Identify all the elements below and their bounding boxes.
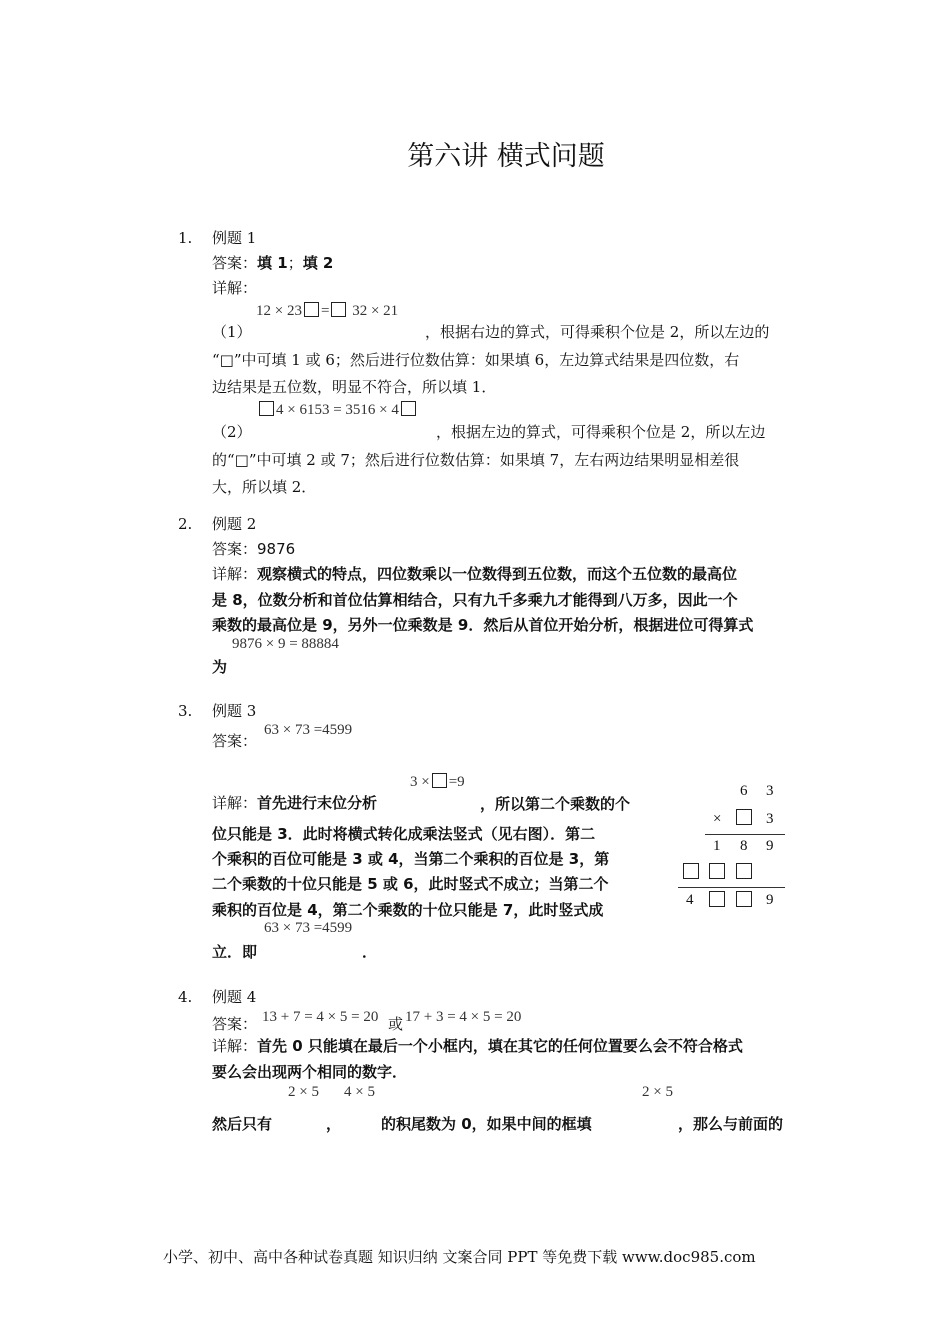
q1-name: 例题 1 [212,229,257,247]
vm-blank-box [709,891,725,911]
q3-name: 例题 3 [212,702,257,720]
q4-line1-wrap [212,1036,743,1056]
q4-formula-2: 4 × 5 [344,1084,375,1100]
q1-answer-sep: ； [287,254,303,272]
blank-box [331,302,346,317]
q1-p1-line1: ，根据右边的算式，可得乘积个位是 2，所以左边的 [425,323,770,341]
q4-line2: 要么会出现两个相同的数字． [212,1063,408,1081]
q1-p1-line3: 边结果是五位数，明显不符合，所以填 1． [212,378,497,396]
q1-p1-formula-b: 32 × 21 [352,303,399,319]
q4-answer-a: 13 + 7 = 4 × 5 = 20 [262,1009,379,1025]
detail-label: 详解： [212,1037,258,1055]
q3-formula-top [410,773,465,791]
q4-answer-or: 或 [388,1015,404,1033]
q1-answer [212,253,333,273]
q3-line5: 乘积的百位是 4，第二个乘数的十位只能是 7，此时竖式成 [212,901,604,919]
page-title: 第六讲 横式问题 [407,141,605,172]
q3-answer-formula: 63 × 73 =4599 [264,722,353,738]
q2-line3: 乘数的最高位是 9，另外一位乘数是 9．然后从首位开始分析，根据进位可得算式 [212,616,754,634]
q3-number: 3. [178,702,193,720]
vm-blank-box [736,891,752,911]
vm-rule [705,834,785,835]
vm-digit: 1 [713,838,721,854]
q4-line3b: ， [326,1115,342,1133]
q1-p1-line2: “□”中可填 1 或 6；然后进行位数估算：如果填 6，左边算式结果是四位数，右 [212,351,740,369]
q4-answer-b: 17 + 3 = 4 × 5 = 20 [405,1009,522,1025]
vm-digit: 3 [766,783,774,799]
q3-formula-top-a: 3 × [410,774,430,790]
q1-p2-formula-line [257,401,418,419]
blank-box [304,302,319,317]
q2-line2: 是 8，位数分析和首位估算相结合，只有九千多乘九才能得到八万多，因此一个 [212,591,738,609]
detail-label: 详解： [212,565,258,583]
q3-line1a: 首先进行末位分析 [257,794,378,812]
q2-line1-wrap [212,564,737,584]
q1-p1-num: （1） [212,323,252,341]
vm-times-sign: × [713,811,722,827]
q1-p2-formula: 4 × 6153 = 3516 × 4 [276,402,399,418]
q2-name: 例题 2 [212,515,257,533]
blank-box [432,773,447,788]
q2-answer [212,539,295,559]
q3-answer-label: 答案： [212,732,258,750]
q1-detail-label: 详解： [212,279,258,297]
blank-box [259,401,274,416]
q4-name: 例题 4 [212,988,257,1006]
vm-digit: 6 [740,783,748,799]
q3-line1b: ，所以第二个乘数的个 [480,795,631,813]
q2-number: 2. [178,515,193,533]
q2-formula: 9876 × 9 = 88884 [232,636,339,652]
q1-p2-line3: 大，所以填 2． [212,478,317,496]
q3-formula-top-b: =9 [448,774,465,790]
q3-formula-bottom: 63 × 73 =4599 [264,920,353,936]
vm-digit: 4 [686,892,694,908]
q3-line2: 位只能是 3．此时将横式转化成乘法竖式（见右图）．第二 [212,825,596,843]
q1-p1-formula-a: 12 × 23 [256,303,302,319]
answer-label: 答案： [212,540,258,558]
q1-number: 1. [178,229,193,247]
q1-p1-formula [256,302,398,320]
q4-formula-3: 2 × 5 [642,1084,673,1100]
answer-label: 答案： [212,254,258,272]
q4-line3a: 然后只有 [212,1115,273,1133]
page-footer: 小学、初中、高中各种试卷真题 知识归纳 文案合同 PPT 等免费下载 www.doc985.com [163,1248,756,1266]
vm-blank-box [709,863,725,883]
q3-line1-wrap [212,793,377,813]
q4-formula-1: 2 × 5 [288,1084,319,1100]
q2-line1: 观察横式的特点，四位数乘以一位数得到五位数，而这个五位数的最高位 [257,565,738,583]
q1-p2-line2: 的“□”中可填 2 或 7；然后进行位数估算：如果填 7，左右两边结果明显相差很 [212,451,740,469]
q2-line4: 为 [212,658,228,676]
q4-number: 4. [178,988,193,1006]
q2-answer-value: 9876 [257,540,296,558]
q4-line3c: 的积尾数为 0，如果中间的框填 [381,1115,592,1133]
vm-rule [678,887,785,888]
vm-blank-box [736,809,752,829]
blank-box [401,401,416,416]
q3-line6a: 立．即 [212,943,258,961]
q1-answer-b: 填 2 [302,254,334,272]
q1-p1-formula-eq: = [320,303,330,319]
q4-answer-label: 答案： [212,1015,258,1033]
detail-label: 详解： [212,794,258,812]
q1-p2-num: （2） [212,423,252,441]
q3-line6b: ． [362,943,378,961]
q3-line3: 个乘积的百位可能是 3 或 4，当第二个乘积的百位是 3，第 [212,850,610,868]
vm-blank-box [736,863,752,883]
q1-answer-a: 填 1 [257,254,288,272]
q3-line4: 二个乘数的十位只能是 5 或 6，此时竖式不成立；当第二个 [212,875,609,893]
vm-blank-box [683,863,699,883]
q4-line3d: ，那么与前面的 [678,1115,784,1133]
vm-digit: 9 [766,892,774,908]
vm-digit: 8 [740,838,748,854]
vm-digit: 9 [766,838,774,854]
vm-digit: 3 [766,811,774,827]
q1-p2-line1: ，根据左边的算式，可得乘积个位是 2，所以左边 [436,423,766,441]
q4-line1: 首先 0 只能填在最后一个小框内，填在其它的任何位置要么会不符合格式 [257,1037,743,1055]
